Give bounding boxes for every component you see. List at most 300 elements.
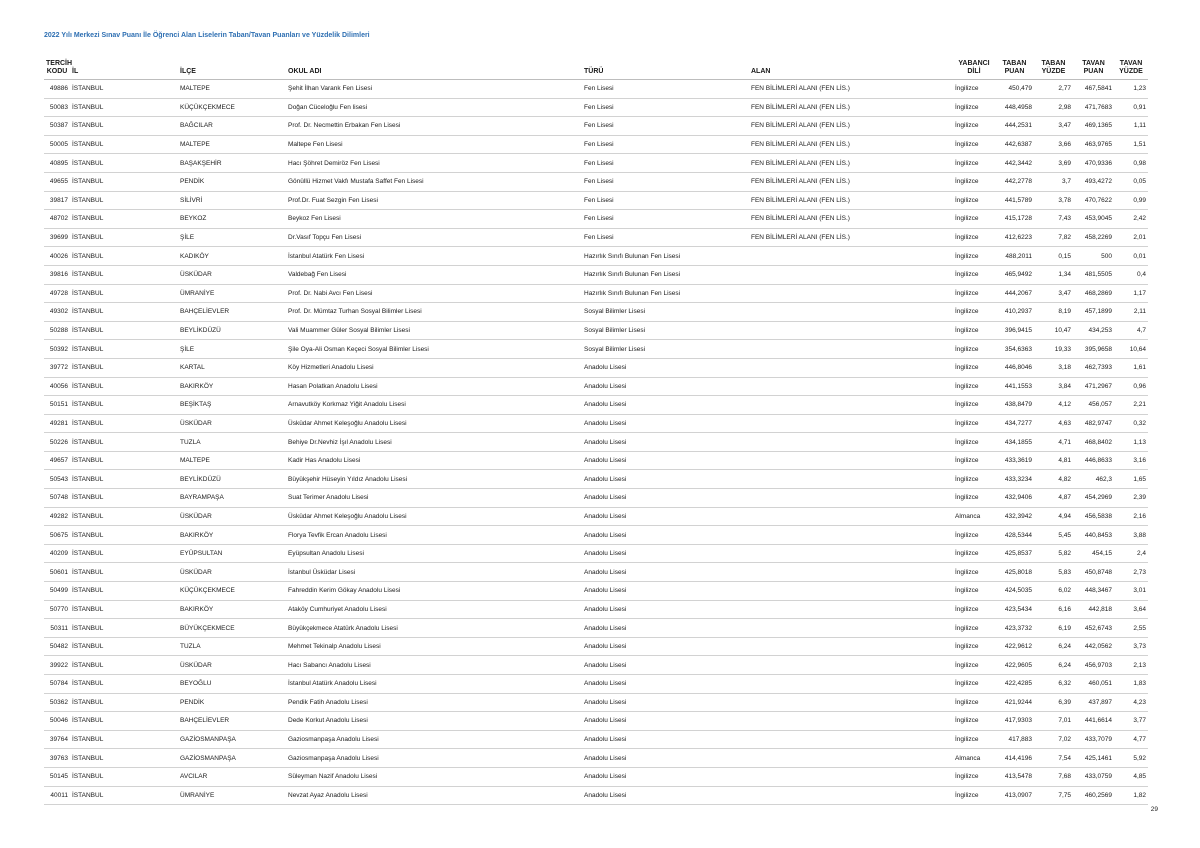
cell-taban-puan: 414,4196 (995, 749, 1034, 768)
cell-ilce: BAHÇELİEVLER (178, 303, 286, 322)
col-header-turu: TÜRÜ (584, 68, 604, 75)
cell-alan: FEN BİLİMLERİ ALANI (FEN LİS.) (749, 228, 953, 247)
cell-taban-puan: 413,0907 (995, 786, 1034, 805)
cell-yabanci-dili: İngilizce (953, 154, 995, 173)
cell-turu: Fen Lisesi (582, 191, 749, 210)
cell-tercih-kodu: 50151 (44, 396, 70, 415)
cell-tavan-puan: 470,7622 (1073, 191, 1114, 210)
cell-ilce: KADIKÖY (178, 247, 286, 266)
cell-tavan-puan: 452,6743 (1073, 619, 1114, 638)
table-row (44, 451, 1148, 470)
cell-ilce: TUZLA (178, 433, 286, 452)
cell-tercih-kodu: 40011 (44, 786, 70, 805)
cell-tavan-yuzde: 2,11 (1114, 303, 1148, 322)
table-row (44, 786, 1148, 805)
cell-alan (749, 767, 953, 786)
cell-taban-yuzde: 7,01 (1034, 712, 1073, 731)
cell-taban-yuzde: 3,69 (1034, 154, 1073, 173)
cell-turu: Anadolu Lisesi (582, 414, 749, 433)
cell-yabanci-dili: İngilizce (953, 693, 995, 712)
cell-taban-puan: 417,9303 (995, 712, 1034, 731)
cell-tercih-kodu: 39817 (44, 191, 70, 210)
col-header-taban-yuzde: TABAN YÜZDE (1041, 60, 1066, 75)
cell-ilce: MALTEPE (178, 451, 286, 470)
cell-yabanci-dili: İngilizce (953, 414, 995, 433)
cell-okul-adi: Fahreddin Kerim Gökay Anadolu Lisesi (286, 582, 582, 601)
table-row (44, 98, 1148, 117)
cell-ilce: ÜSKÜDAR (178, 414, 286, 433)
cell-okul-adi: Beykoz Fen Lisesi (286, 210, 582, 229)
cell-okul-adi: Maltepe Fen Lisesi (286, 135, 582, 154)
table-row (44, 117, 1148, 136)
cell-tavan-yuzde: 3,01 (1114, 582, 1148, 601)
table-row (44, 228, 1148, 247)
cell-tavan-yuzde: 2,73 (1114, 563, 1148, 582)
cell-taban-yuzde: 19,33 (1034, 340, 1073, 359)
cell-il: İSTANBUL (70, 154, 178, 173)
cell-yabanci-dili: İngilizce (953, 544, 995, 563)
cell-taban-yuzde: 3,7 (1034, 172, 1073, 191)
cell-okul-adi: Arnavutköy Korkmaz Yiğit Anadolu Lisesi (286, 396, 582, 415)
cell-ilce: KÜÇÜKÇEKMECE (178, 98, 286, 117)
cell-tercih-kodu: 50387 (44, 117, 70, 136)
table-row (44, 191, 1148, 210)
cell-okul-adi: Prof. Dr. Nabi Avcı Fen Lisesi (286, 284, 582, 303)
cell-taban-yuzde: 3,47 (1034, 284, 1073, 303)
cell-tavan-puan: 442,818 (1073, 600, 1114, 619)
cell-turu: Fen Lisesi (582, 98, 749, 117)
cell-il: İSTANBUL (70, 210, 178, 229)
cell-turu: Anadolu Lisesi (582, 544, 749, 563)
cell-ilce: ÜMRANİYE (178, 786, 286, 805)
cell-alan (749, 675, 953, 694)
cell-tercih-kodu: 50145 (44, 767, 70, 786)
cell-alan (749, 563, 953, 582)
table-row (44, 135, 1148, 154)
table-row (44, 730, 1148, 749)
cell-turu: Anadolu Lisesi (582, 526, 749, 545)
cell-il: İSTANBUL (70, 637, 178, 656)
table-row (44, 154, 1148, 173)
cell-ilce: PENDİK (178, 693, 286, 712)
cell-taban-puan: 441,5789 (995, 191, 1034, 210)
cell-ilce: PENDİK (178, 172, 286, 191)
school-scores-table (44, 54, 1148, 805)
table-row (44, 265, 1148, 284)
cell-okul-adi: Hasan Polatkan Anadolu Lisesi (286, 377, 582, 396)
cell-taban-puan: 424,5035 (995, 582, 1034, 601)
cell-tavan-puan: 456,057 (1073, 396, 1114, 415)
cell-turu: Fen Lisesi (582, 117, 749, 136)
cell-tavan-puan: 454,2969 (1073, 489, 1114, 508)
cell-ilce: KARTAL (178, 358, 286, 377)
cell-il: İSTANBUL (70, 247, 178, 266)
cell-taban-yuzde: 6,16 (1034, 600, 1073, 619)
cell-tavan-puan: 450,8748 (1073, 563, 1114, 582)
table-row (44, 247, 1148, 266)
cell-yabanci-dili: İngilizce (953, 730, 995, 749)
cell-il: İSTANBUL (70, 563, 178, 582)
cell-taban-yuzde: 7,75 (1034, 786, 1073, 805)
cell-taban-puan: 423,5434 (995, 600, 1034, 619)
cell-taban-puan: 465,9492 (995, 265, 1034, 284)
cell-tavan-yuzde: 0,01 (1114, 247, 1148, 266)
col-header-tercih-kodu: TERCİH KODU (46, 60, 73, 75)
cell-taban-puan: 442,3442 (995, 154, 1034, 173)
cell-taban-puan: 413,5478 (995, 767, 1034, 786)
cell-taban-yuzde: 3,78 (1034, 191, 1073, 210)
table-body (44, 80, 1148, 805)
cell-okul-adi: Üsküdar Ahmet Keleşoğlu Anadolu Lisesi (286, 507, 582, 526)
table-row (44, 749, 1148, 768)
cell-alan (749, 433, 953, 452)
cell-yabanci-dili: İngilizce (953, 340, 995, 359)
cell-turu: Sosyal Bilimler Lisesi (582, 340, 749, 359)
table-row (44, 675, 1148, 694)
cell-taban-puan: 433,3234 (995, 470, 1034, 489)
cell-tavan-puan: 446,8633 (1073, 451, 1114, 470)
cell-tavan-yuzde: 1,17 (1114, 284, 1148, 303)
cell-alan (749, 377, 953, 396)
cell-taban-puan: 422,9612 (995, 637, 1034, 656)
table-row (44, 340, 1148, 359)
cell-tavan-puan: 437,897 (1073, 693, 1114, 712)
cell-okul-adi: Gaziosmanpaşa Anadolu Lisesi (286, 749, 582, 768)
cell-tercih-kodu: 49886 (44, 80, 70, 99)
cell-tavan-yuzde: 3,73 (1114, 637, 1148, 656)
cell-taban-yuzde: 4,94 (1034, 507, 1073, 526)
cell-il: İSTANBUL (70, 117, 178, 136)
cell-turu: Fen Lisesi (582, 135, 749, 154)
cell-il: İSTANBUL (70, 712, 178, 731)
cell-tavan-puan: 448,3467 (1073, 582, 1114, 601)
cell-alan (749, 544, 953, 563)
cell-taban-yuzde: 3,47 (1034, 117, 1073, 136)
cell-taban-puan: 422,4285 (995, 675, 1034, 694)
cell-alan (749, 247, 953, 266)
cell-tavan-puan: 425,1461 (1073, 749, 1114, 768)
cell-tercih-kodu: 49657 (44, 451, 70, 470)
cell-tavan-puan: 454,15 (1073, 544, 1114, 563)
cell-turu: Anadolu Lisesi (582, 656, 749, 675)
cell-alan (749, 303, 953, 322)
cell-ilce: ÜSKÜDAR (178, 563, 286, 582)
cell-ilce: BAYRAMPAŞA (178, 489, 286, 508)
cell-okul-adi: Valdebağ Fen Lisesi (286, 265, 582, 284)
cell-tavan-puan: 500 (1073, 247, 1114, 266)
cell-tavan-puan: 440,8453 (1073, 526, 1114, 545)
cell-tercih-kodu: 50543 (44, 470, 70, 489)
cell-tavan-yuzde: 1,65 (1114, 470, 1148, 489)
cell-okul-adi: Hacı Şöhret Demiröz Fen Lisesi (286, 154, 582, 173)
cell-tercih-kodu: 49728 (44, 284, 70, 303)
cell-tavan-puan: 470,9336 (1073, 154, 1114, 173)
cell-il: İSTANBUL (70, 396, 178, 415)
cell-ilce: MALTEPE (178, 135, 286, 154)
cell-ilce: BEŞİKTAŞ (178, 396, 286, 415)
cell-il: İSTANBUL (70, 544, 178, 563)
cell-ilce: BAĞCILAR (178, 117, 286, 136)
cell-okul-adi: İstanbul Atatürk Fen Lisesi (286, 247, 582, 266)
cell-tavan-yuzde: 0,99 (1114, 191, 1148, 210)
cell-tavan-yuzde: 4,77 (1114, 730, 1148, 749)
cell-tercih-kodu: 50083 (44, 98, 70, 117)
cell-taban-puan: 433,3619 (995, 451, 1034, 470)
cell-taban-puan: 450,479 (995, 80, 1034, 99)
cell-yabanci-dili: İngilizce (953, 98, 995, 117)
cell-yabanci-dili: İngilizce (953, 675, 995, 694)
cell-taban-puan: 442,2778 (995, 172, 1034, 191)
cell-taban-yuzde: 4,71 (1034, 433, 1073, 452)
cell-alan: FEN BİLİMLERİ ALANI (FEN LİS.) (749, 210, 953, 229)
cell-taban-yuzde: 3,84 (1034, 377, 1073, 396)
cell-turu: Anadolu Lisesi (582, 582, 749, 601)
cell-okul-adi: Gönüllü Hizmet Vakfı Mustafa Saffet Fen Lisesi (286, 172, 582, 191)
cell-turu: Fen Lisesi (582, 172, 749, 191)
cell-il: İSTANBUL (70, 98, 178, 117)
cell-yabanci-dili: İngilizce (953, 135, 995, 154)
cell-taban-puan: 488,2011 (995, 247, 1034, 266)
cell-ilce: ÜSKÜDAR (178, 656, 286, 675)
cell-tavan-yuzde: 0,91 (1114, 98, 1148, 117)
cell-taban-puan: 432,9406 (995, 489, 1034, 508)
cell-tavan-yuzde: 0,98 (1114, 154, 1148, 173)
cell-taban-puan: 444,2531 (995, 117, 1034, 136)
cell-il: İSTANBUL (70, 470, 178, 489)
cell-okul-adi: Eyüpsultan Anadolu Lisesi (286, 544, 582, 563)
cell-alan: FEN BİLİMLERİ ALANI (FEN LİS.) (749, 98, 953, 117)
cell-tercih-kodu: 50226 (44, 433, 70, 452)
cell-tercih-kodu: 49282 (44, 507, 70, 526)
table-row (44, 377, 1148, 396)
cell-alan: FEN BİLİMLERİ ALANI (FEN LİS.) (749, 172, 953, 191)
cell-alan (749, 358, 953, 377)
cell-tercih-kodu: 50499 (44, 582, 70, 601)
cell-yabanci-dili: Almanca (953, 507, 995, 526)
cell-tercih-kodu: 50601 (44, 563, 70, 582)
cell-yabanci-dili: İngilizce (953, 321, 995, 340)
col-header-il: İL (72, 68, 79, 75)
cell-il: İSTANBUL (70, 340, 178, 359)
cell-tercih-kodu: 39699 (44, 228, 70, 247)
cell-tavan-puan: 458,2269 (1073, 228, 1114, 247)
cell-tavan-puan: 471,7683 (1073, 98, 1114, 117)
cell-alan: FEN BİLİMLERİ ALANI (FEN LİS.) (749, 154, 953, 173)
cell-taban-yuzde: 3,18 (1034, 358, 1073, 377)
cell-taban-puan: 444,2067 (995, 284, 1034, 303)
cell-tavan-puan: 460,2569 (1073, 786, 1114, 805)
cell-yabanci-dili: İngilizce (953, 377, 995, 396)
cell-tavan-yuzde: 4,85 (1114, 767, 1148, 786)
cell-turu: Fen Lisesi (582, 228, 749, 247)
cell-taban-yuzde: 3,66 (1034, 135, 1073, 154)
cell-tercih-kodu: 50482 (44, 637, 70, 656)
cell-il: İSTANBUL (70, 526, 178, 545)
cell-tavan-puan: 481,5505 (1073, 265, 1114, 284)
cell-tavan-yuzde: 1,13 (1114, 433, 1148, 452)
cell-il: İSTANBUL (70, 191, 178, 210)
cell-tercih-kodu: 50288 (44, 321, 70, 340)
cell-il: İSTANBUL (70, 600, 178, 619)
cell-okul-adi: Gaziosmanpaşa Anadolu Lisesi (286, 730, 582, 749)
cell-tavan-yuzde: 1,11 (1114, 117, 1148, 136)
cell-turu: Anadolu Lisesi (582, 377, 749, 396)
cell-alan (749, 730, 953, 749)
cell-tavan-yuzde: 1,83 (1114, 675, 1148, 694)
cell-tercih-kodu: 50392 (44, 340, 70, 359)
cell-turu: Anadolu Lisesi (582, 358, 749, 377)
cell-yabanci-dili: İngilizce (953, 191, 995, 210)
cell-okul-adi: Suat Terimer Anadolu Lisesi (286, 489, 582, 508)
table-row (44, 582, 1148, 601)
cell-okul-adi: Şile Oya-Ali Osman Keçeci Sosyal Bilimler Lisesi (286, 340, 582, 359)
cell-okul-adi: Köy Hizmetleri Anadolu Lisesi (286, 358, 582, 377)
cell-il: İSTANBUL (70, 656, 178, 675)
cell-tercih-kodu: 40209 (44, 544, 70, 563)
cell-alan (749, 414, 953, 433)
cell-taban-puan: 448,4958 (995, 98, 1034, 117)
cell-yabanci-dili: İngilizce (953, 303, 995, 322)
table-row (44, 507, 1148, 526)
cell-tercih-kodu: 50005 (44, 135, 70, 154)
cell-taban-yuzde: 4,12 (1034, 396, 1073, 415)
cell-yabanci-dili: Almanca (953, 749, 995, 768)
cell-taban-puan: 425,8537 (995, 544, 1034, 563)
table-row (44, 544, 1148, 563)
cell-il: İSTANBUL (70, 767, 178, 786)
cell-taban-yuzde: 5,82 (1034, 544, 1073, 563)
cell-ilce: BAŞAKŞEHİR (178, 154, 286, 173)
cell-alan: FEN BİLİMLERİ ALANI (FEN LİS.) (749, 117, 953, 136)
cell-tavan-puan: 468,2869 (1073, 284, 1114, 303)
cell-tavan-puan: 456,9703 (1073, 656, 1114, 675)
cell-tercih-kodu: 48702 (44, 210, 70, 229)
cell-taban-yuzde: 7,02 (1034, 730, 1073, 749)
cell-tercih-kodu: 39922 (44, 656, 70, 675)
cell-taban-yuzde: 4,82 (1034, 470, 1073, 489)
cell-tavan-yuzde: 2,42 (1114, 210, 1148, 229)
cell-taban-puan: 434,1855 (995, 433, 1034, 452)
cell-alan (749, 786, 953, 805)
cell-okul-adi: Nevzat Ayaz Anadolu Lisesi (286, 786, 582, 805)
cell-yabanci-dili: İngilizce (953, 80, 995, 99)
table-row (44, 172, 1148, 191)
cell-taban-puan: 396,9415 (995, 321, 1034, 340)
cell-tavan-puan: 467,5841 (1073, 80, 1114, 99)
cell-tercih-kodu: 40895 (44, 154, 70, 173)
cell-turu: Anadolu Lisesi (582, 489, 749, 508)
cell-turu: Anadolu Lisesi (582, 730, 749, 749)
table-row (44, 563, 1148, 582)
cell-turu: Anadolu Lisesi (582, 451, 749, 470)
cell-tavan-yuzde: 10,64 (1114, 340, 1148, 359)
cell-ilce: BAKIRKÖY (178, 526, 286, 545)
cell-ilce: BEYKOZ (178, 210, 286, 229)
cell-taban-yuzde: 6,39 (1034, 693, 1073, 712)
cell-il: İSTANBUL (70, 582, 178, 601)
cell-taban-yuzde: 2,77 (1034, 80, 1073, 99)
cell-tavan-puan: 441,6614 (1073, 712, 1114, 731)
cell-ilce: GAZİOSMANPAŞA (178, 730, 286, 749)
cell-turu: Fen Lisesi (582, 154, 749, 173)
cell-yabanci-dili: İngilizce (953, 767, 995, 786)
cell-tercih-kodu: 40056 (44, 377, 70, 396)
table-row (44, 80, 1148, 99)
cell-taban-yuzde: 4,81 (1034, 451, 1073, 470)
cell-taban-puan: 415,1728 (995, 210, 1034, 229)
cell-tavan-puan: 482,9747 (1073, 414, 1114, 433)
cell-tercih-kodu: 50311 (44, 619, 70, 638)
cell-yabanci-dili: İngilizce (953, 470, 995, 489)
cell-tavan-yuzde: 0,05 (1114, 172, 1148, 191)
cell-taban-yuzde: 5,45 (1034, 526, 1073, 545)
cell-taban-puan: 425,8018 (995, 563, 1034, 582)
cell-il: İSTANBUL (70, 786, 178, 805)
cell-taban-puan: 423,3732 (995, 619, 1034, 638)
cell-taban-puan: 432,3942 (995, 507, 1034, 526)
cell-il: İSTANBUL (70, 451, 178, 470)
table-row (44, 396, 1148, 415)
cell-taban-puan: 441,1553 (995, 377, 1034, 396)
cell-okul-adi: Dede Korkut Anadolu Lisesi (286, 712, 582, 731)
table-row (44, 656, 1148, 675)
cell-tercih-kodu: 50675 (44, 526, 70, 545)
cell-alan (749, 284, 953, 303)
cell-ilce: ÜMRANİYE (178, 284, 286, 303)
cell-okul-adi: Süleyman Nazif Anadolu Lisesi (286, 767, 582, 786)
cell-okul-adi: Prof.Dr. Fuat Sezgin Fen Lisesi (286, 191, 582, 210)
cell-taban-puan: 438,8479 (995, 396, 1034, 415)
cell-okul-adi: Pendik Fatih Anadolu Lisesi (286, 693, 582, 712)
cell-taban-puan: 354,6363 (995, 340, 1034, 359)
cell-yabanci-dili: İngilizce (953, 228, 995, 247)
cell-turu: Anadolu Lisesi (582, 433, 749, 452)
cell-tavan-puan: 434,253 (1073, 321, 1114, 340)
cell-taban-yuzde: 7,43 (1034, 210, 1073, 229)
cell-okul-adi: Doğan Cüceloğlu Fen lisesi (286, 98, 582, 117)
cell-il: İSTANBUL (70, 414, 178, 433)
cell-tercih-kodu: 49281 (44, 414, 70, 433)
cell-turu: Anadolu Lisesi (582, 637, 749, 656)
table-row (44, 470, 1148, 489)
table-row (44, 321, 1148, 340)
col-header-okul-adi: OKUL ADI (288, 68, 322, 75)
cell-tercih-kodu: 49655 (44, 172, 70, 191)
cell-tercih-kodu: 40026 (44, 247, 70, 266)
cell-il: İSTANBUL (70, 433, 178, 452)
cell-taban-yuzde: 0,15 (1034, 247, 1073, 266)
cell-taban-yuzde: 7,82 (1034, 228, 1073, 247)
cell-taban-yuzde: 6,19 (1034, 619, 1073, 638)
cell-okul-adi: Behiye Dr.Nevhiz İşıl Anadolu Lisesi (286, 433, 582, 452)
cell-alan (749, 526, 953, 545)
cell-tavan-yuzde: 0,4 (1114, 265, 1148, 284)
cell-ilce: SİLİVRİ (178, 191, 286, 210)
cell-ilce: BAKIRKÖY (178, 377, 286, 396)
cell-ilce: EYÜPSULTAN (178, 544, 286, 563)
cell-tavan-puan: 457,1899 (1073, 303, 1114, 322)
cell-alan: FEN BİLİMLERİ ALANI (FEN LİS.) (749, 135, 953, 154)
cell-tercih-kodu: 50784 (44, 675, 70, 694)
cell-il: İSTANBUL (70, 321, 178, 340)
cell-alan (749, 582, 953, 601)
cell-tavan-yuzde: 4,7 (1114, 321, 1148, 340)
cell-turu: Anadolu Lisesi (582, 675, 749, 694)
cell-yabanci-dili: İngilizce (953, 712, 995, 731)
cell-taban-yuzde: 1,34 (1034, 265, 1073, 284)
cell-tavan-yuzde: 3,64 (1114, 600, 1148, 619)
cell-yabanci-dili: İngilizce (953, 433, 995, 452)
